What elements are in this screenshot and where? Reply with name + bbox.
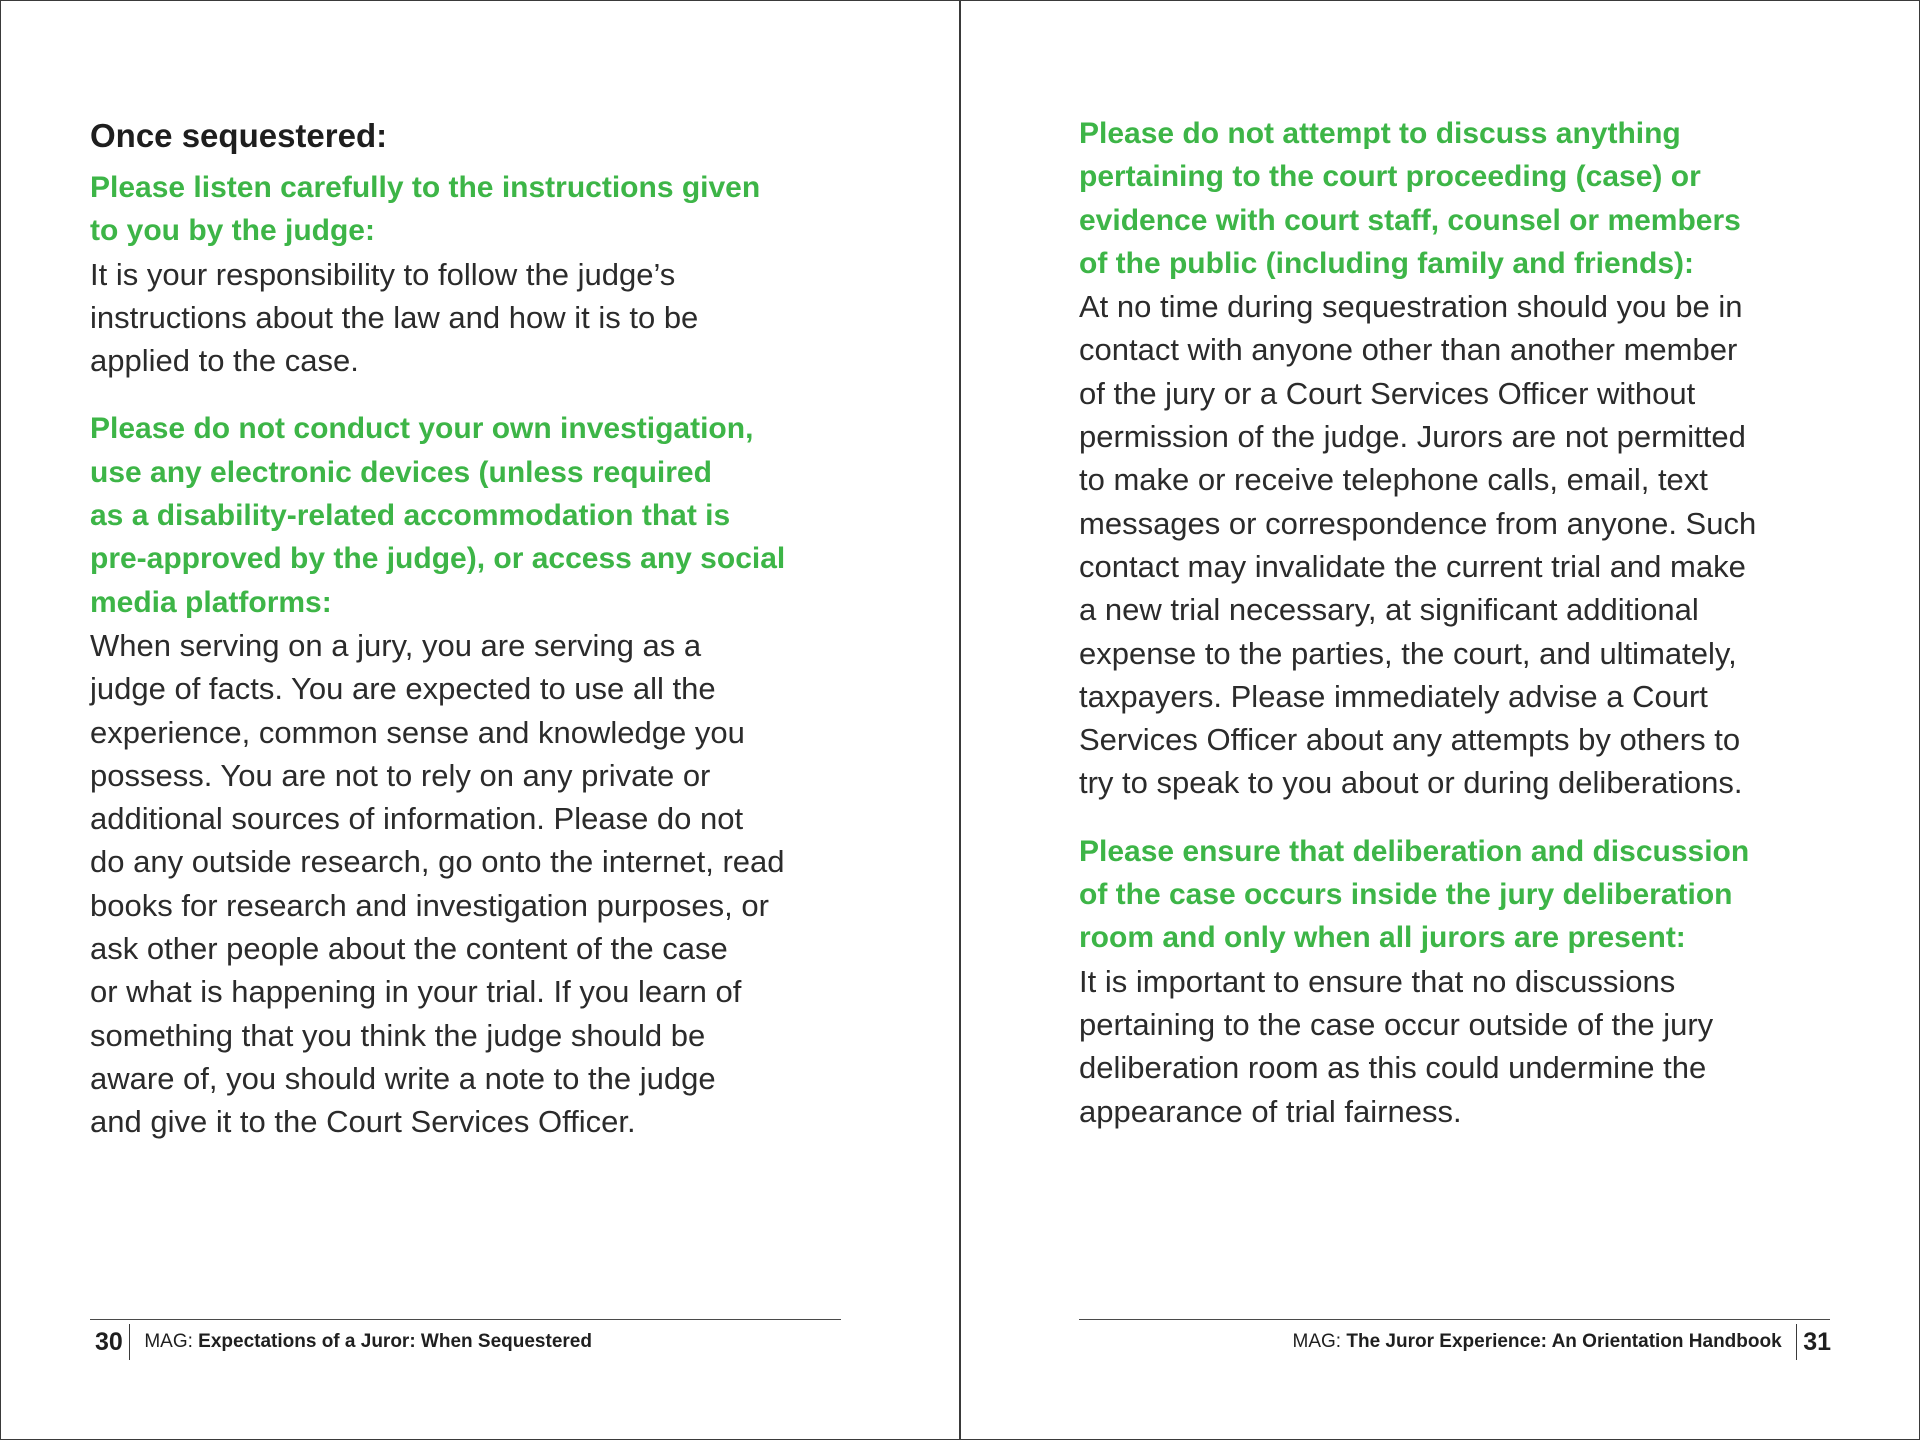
heading-line: Please do not conduct your own investigation, xyxy=(90,412,754,446)
body-line: messages or correspondence from anyone. Such xyxy=(1079,505,1757,541)
body-line: permission of the judge. Jurors are not permitted xyxy=(1079,419,1746,455)
body-line: do any outside research, go onto the internet, read xyxy=(90,844,785,880)
page-footer xyxy=(1293,1324,1831,1360)
body-line: books for research and investigation purposes, or xyxy=(90,887,769,923)
body-line: applied to the case. xyxy=(90,343,359,379)
heading-line: as a disability-related accommodation that is xyxy=(90,499,731,533)
page-number: 31 xyxy=(1803,1327,1831,1356)
right-page xyxy=(961,0,1919,1440)
body-line: experience, common sense and knowledge you xyxy=(90,714,745,750)
investigation-block xyxy=(90,407,850,1143)
body-line: contact with anyone other than another member xyxy=(1079,332,1738,368)
body-line: deliberation room as this could undermine the xyxy=(1079,1050,1707,1086)
footer-title: The Juror Experience: An Orientation Handbook xyxy=(1346,1331,1782,1352)
block-body xyxy=(1079,285,1839,805)
body-line: It is important to ensure that no discussions xyxy=(1079,963,1676,999)
block-body xyxy=(1079,960,1839,1133)
footer-brand: MAG: xyxy=(1292,1331,1342,1352)
footer-rule xyxy=(1079,1319,1830,1320)
body-line: taxpayers. Please immediately advise a Court xyxy=(1079,678,1708,714)
heading-line: media platforms: xyxy=(90,585,332,619)
body-line: additional sources of information. Please do not xyxy=(90,801,744,837)
body-line: pertaining to the case occur outside of the jury xyxy=(1079,1006,1714,1042)
block-heading xyxy=(90,166,850,253)
left-page xyxy=(0,0,958,1440)
left-page-content xyxy=(90,112,850,1169)
heading-line: Please do not attempt to discuss anything xyxy=(1079,117,1681,150)
heading-line: use any electronic devices (unless required xyxy=(90,455,712,489)
heading-line: of the case occurs inside the jury deliberation xyxy=(1079,878,1733,912)
block-heading xyxy=(1079,830,1839,960)
body-line: It is your responsibility to follow the judge’s xyxy=(90,256,676,292)
heading-line: pre-approved by the judge), or access any social xyxy=(90,542,786,576)
body-line: appearance of trial fairness. xyxy=(1079,1093,1462,1129)
footer-title: Expectations of a Juror: When Sequestered xyxy=(198,1331,592,1352)
body-line: possess. You are not to rely on any private or xyxy=(90,757,711,793)
body-line: to make or receive telephone calls, email, text xyxy=(1079,462,1708,498)
body-line: or what is happening in your trial. If you learn of xyxy=(90,974,742,1010)
heading-line: Please ensure that deliberation and discussion xyxy=(1079,834,1750,868)
page-number-divider xyxy=(1796,1324,1798,1360)
block-heading xyxy=(90,407,850,623)
deliberation-block xyxy=(1079,830,1839,1133)
right-page-content xyxy=(1079,112,1839,1158)
instructions-block xyxy=(90,166,850,382)
heading-line: pertaining to the court proceeding (case) or xyxy=(1079,160,1701,194)
footer-rule xyxy=(90,1319,841,1320)
body-line: At no time during sequestration should you be in xyxy=(1079,289,1743,325)
page-footer xyxy=(90,1324,592,1360)
body-line: When serving on a jury, you are serving as a xyxy=(90,627,702,663)
page-number-divider xyxy=(129,1324,131,1360)
heading-line: to you by the judge: xyxy=(90,214,375,248)
block-heading xyxy=(1079,112,1839,285)
body-line: instructions about the law and how it is to be xyxy=(90,299,699,335)
heading-line: Please listen carefully to the instructions given xyxy=(90,171,761,204)
body-line: expense to the parties, the court, and ultimately, xyxy=(1079,635,1737,671)
body-line: something that you think the judge should be xyxy=(90,1017,706,1053)
body-line: contact may invalidate the current trial and make xyxy=(1079,548,1746,584)
body-line: Services Officer about any attempts by others to xyxy=(1079,722,1741,758)
block-body xyxy=(90,624,850,1144)
section-title: Once sequestered: xyxy=(90,117,388,154)
heading-line: room and only when all jurors are present: xyxy=(1079,921,1686,955)
body-line: ask other people about the content of the case xyxy=(90,931,728,967)
footer-brand: MAG: xyxy=(144,1331,193,1352)
page-number: 30 xyxy=(95,1327,123,1356)
discussion-block xyxy=(1079,112,1839,805)
heading-line: evidence with court staff, counsel or members xyxy=(1079,203,1741,237)
body-line: and give it to the Court Services Officer. xyxy=(90,1104,636,1140)
block-body xyxy=(90,253,850,383)
body-line: a new trial necessary, at significant additional xyxy=(1079,592,1699,628)
heading-line: of the public (including family and friends): xyxy=(1079,246,1694,280)
body-line: of the jury or a Court Services Officer without xyxy=(1079,375,1696,411)
body-line: aware of, you should write a note to the judge xyxy=(90,1060,716,1096)
body-line: judge of facts. You are expected to use all the xyxy=(90,671,716,707)
body-line: try to speak to you about or during deliberations. xyxy=(1079,765,1743,801)
